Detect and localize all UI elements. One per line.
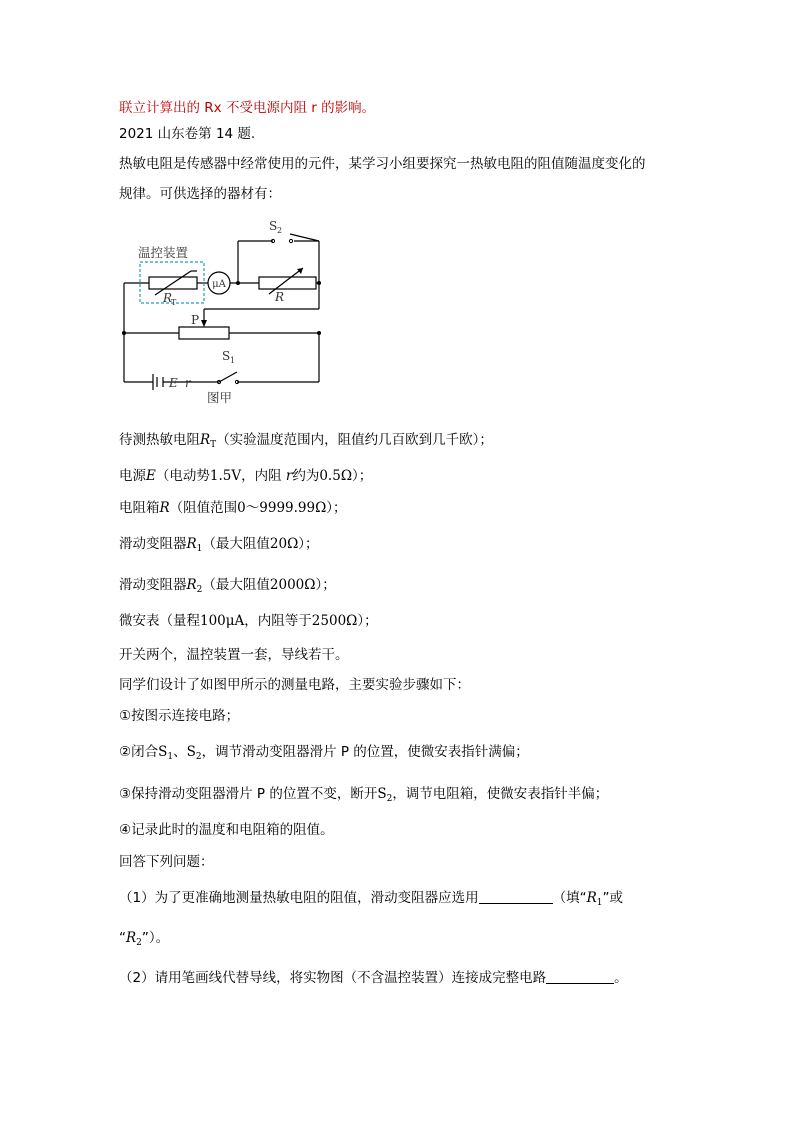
question-2: （2）请用笔画线代替导线，将实物图（不含温控装置）连接成完整电路 。	[119, 970, 628, 986]
step-3: ③保持滑动变阻器滑片 P 的位置不变，断开$S_2$，调节电阻箱，使微安表指针半偏；	[119, 786, 609, 804]
item-rheostat-r1: 滑动变阻器$R_1$（最大阻值20Ω）；	[119, 536, 319, 554]
s1-label-sub: 1	[230, 356, 236, 365]
circuit-diagram	[119, 214, 329, 408]
internal-r-label: r	[185, 376, 191, 390]
answer-intro: 回答下列问题：	[119, 854, 214, 870]
s1-label: S	[222, 349, 231, 363]
step-2: ②闭合$S_1$、$S_2$，调节滑动变阻器滑片 P 的位置，使微安表指针满偏；	[119, 744, 529, 762]
resistance-box-label: R	[275, 290, 285, 304]
intro-line-2: 规律。可供选择的器材有：	[119, 186, 281, 202]
item-switches: 开关两个，温控装置一套，导线若干。	[119, 647, 349, 663]
s2-label-sub: 2	[277, 226, 283, 235]
emf-label: E	[169, 376, 178, 390]
step-4: ④记录此时的温度和电阻箱的阻值。	[119, 822, 334, 838]
q1-answer-blank[interactable]	[479, 889, 553, 904]
s2-label: S	[269, 219, 278, 233]
source-line: 2021 山东卷第 14 题.	[119, 126, 256, 142]
item-thermistor: 待测热敏电阻$R_T$（实验温度范围内，阻值约几百欧到几千欧）；	[119, 432, 493, 450]
question-1-cont: “$R_2$”）。	[119, 930, 170, 948]
item-rheostat-r2: 滑动变阻器$R_2$（最大阻值2000Ω）；	[119, 577, 336, 595]
item-microammeter: 微安表（量程100μA，内阻等于2500Ω）；	[119, 613, 378, 629]
step-1: ①按图示连接电路；	[119, 708, 240, 724]
rt-label: R	[163, 291, 173, 305]
rt-label-sub: T	[171, 298, 177, 307]
item-resistance-box: 电阻箱R（阻值范围0～9999.99Ω）；	[119, 500, 347, 516]
steps-intro: 同学们设计了如图甲所示的测量电路，主要实验步骤如下：	[119, 677, 470, 693]
figure-caption: 图甲	[207, 390, 233, 405]
temp-device-label: 温控装置	[138, 245, 189, 260]
slider-p-label: P	[191, 313, 200, 327]
note-line: 联立计算出的 Rx 不受电源内阻 r 的影响。	[119, 100, 376, 116]
microammeter-label: μA	[212, 279, 226, 290]
item-power-source: 电源E（电动势1.5V，内阻 r约为0.5Ω）；	[119, 468, 373, 484]
intro-line-1: 热敏电阻是传感器中经常使用的元件，某学习小组要探究一热敏电阻的阻值随温度变化的	[119, 156, 646, 172]
q2-answer-blank[interactable]	[546, 969, 614, 984]
question-1: （1）为了更准确地测量热敏电阻的阻值，滑动变阻器应选用 （填“$R_1$”或	[119, 890, 623, 908]
